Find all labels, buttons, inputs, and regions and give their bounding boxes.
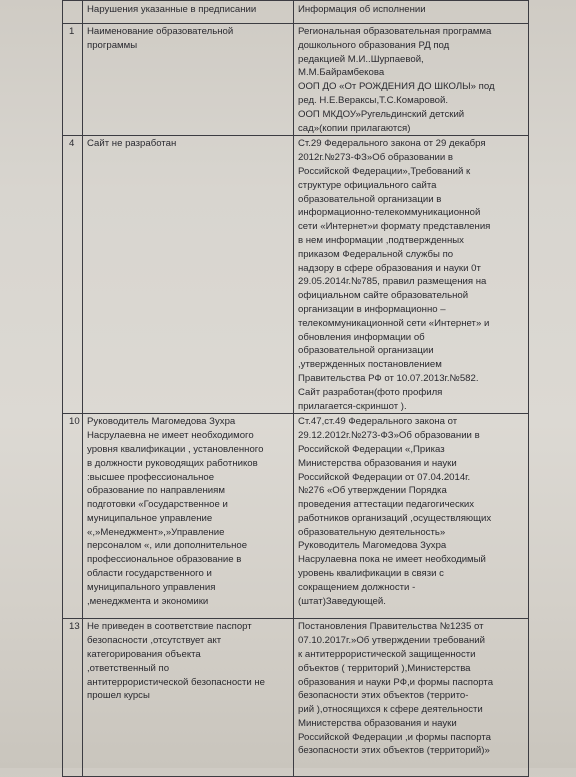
info-cell: [294, 619, 529, 777]
text-line: ред. Н.Е.Вераксы,Т.С.Комаровой.: [298, 94, 449, 106]
text-line: редакцией М.И..Шурпаевой,: [298, 53, 424, 65]
table-row: [63, 619, 529, 777]
text-line: 07.10.2017г.»Об утверждении требований: [298, 635, 485, 647]
text-line: Руководитель Магомедова Зухра: [298, 540, 447, 552]
text-line: образовательной организации в: [298, 193, 442, 205]
text-line: Сайт не разработан: [87, 138, 177, 150]
table-row: [63, 136, 529, 414]
text-line: Насрулаевна не имеет необходимого: [87, 430, 254, 442]
text-line: безопасности этих объектов (территорий)»: [298, 745, 490, 757]
violation-cell: [83, 619, 294, 777]
text-line: «,»Менеджмент»,»Управление: [87, 526, 225, 538]
text-line: Сайт разработан(фото профиля: [298, 386, 443, 398]
header-info-cell: Информация об исполнении: [294, 1, 529, 24]
text-line: Насрулаевна пока не имеет необходимый: [298, 554, 486, 566]
text-line: муниципального управления: [87, 581, 216, 593]
text-line: безопасности этих объектов (террито-: [298, 690, 469, 702]
text-line: подготовки «Государственное и: [87, 499, 228, 511]
document-page: [62, 0, 528, 768]
violation-cell: [83, 136, 294, 414]
text-line: ООП ДО «От РОЖДЕНИЯ ДО ШКОЛЫ» под: [298, 81, 495, 93]
text-line: персоналом «, или дополнительное: [87, 540, 248, 552]
text-line: уровень квалификации в связи с: [298, 568, 444, 580]
text-line: уровня квалификации , установленного: [87, 443, 264, 455]
text-line: работников организаций ,осуществляющих: [298, 512, 492, 524]
text-line: сад»(копии прилагаются): [298, 122, 411, 134]
violation-cell: [83, 24, 294, 136]
text-line: 29.05.2014г.№785, правил размещения на: [298, 276, 487, 288]
text-line: Российской Федерации «,Приказ: [298, 443, 445, 455]
text-line: рий ),относящихся к сфере деятельности: [298, 704, 483, 716]
text-line: категорирования объекта: [87, 648, 201, 660]
text-line: надзору в сфере образования и науки 0т: [298, 262, 481, 274]
violation-cell: [83, 414, 294, 619]
text-line: образовательной организации: [298, 345, 434, 357]
text-line: Наименование образовательной: [87, 26, 234, 37]
text-line: (штат)Заведующей.: [298, 595, 386, 607]
text-line: Правительства РФ от 10.07.2013г.№582.: [298, 372, 479, 384]
text-line: прилагается-скриншот ).: [298, 400, 407, 412]
text-line: приказом Федеральной службы по: [298, 248, 454, 260]
text-line: телекоммуникационной сети «Интернет» и: [298, 317, 490, 329]
text-line: Ст.47,ст.49 Федерального закона от: [298, 416, 458, 428]
row-number-cell: 13: [63, 619, 83, 777]
text-line: Ст.29 Федерального закона от 29 декабря: [298, 138, 486, 150]
text-line: сокращением должности -: [298, 581, 416, 593]
text-line: ,утвержденных постановлением: [298, 359, 442, 371]
text-line: Постановления Правительства №1235 от: [298, 621, 484, 633]
text-line: №276 «Об утверждении Порядка: [298, 485, 447, 497]
text-line: Российской Федерации ,и формы паспорта: [298, 731, 492, 743]
text-line: 29.12.2012г.№273-ФЗ»Об образовании в: [298, 430, 480, 442]
info-cell: [294, 414, 529, 619]
text-line: организации в информационно –: [298, 303, 446, 315]
text-line: Российской Федерации»,Требований к: [298, 165, 471, 177]
report-table: [62, 0, 529, 777]
text-line: прошел курсы: [87, 690, 150, 702]
text-line: обновления информации об: [298, 331, 425, 343]
text-line: дошкольного образования РД под: [298, 39, 450, 51]
text-line: объектов ( территорий ),Министерства: [298, 662, 471, 674]
text-line: муниципальное управление: [87, 512, 213, 524]
text-line: Министерства образования и науки: [298, 457, 457, 469]
text-line: в нем информации ,подтвержденных: [298, 234, 464, 246]
text-line: ,менеджмента и экономики: [87, 595, 209, 607]
text-line: образовательную деятельность»: [298, 526, 446, 538]
text-line: официальном сайте образовательной: [298, 290, 469, 302]
text-line: структуре официального сайта: [298, 179, 437, 191]
row-number-cell: 4: [63, 136, 83, 414]
text-line: профессиональное образование в: [87, 554, 242, 566]
text-line: Не приведен в соответствие паспорт: [87, 621, 252, 633]
text-line: безопасности ,отсутствует акт: [87, 635, 222, 647]
table-header-row: [63, 1, 529, 24]
info-cell: [294, 24, 529, 136]
text-line: М.М.Байрамбекова: [298, 67, 385, 79]
text-line: сети «Интернет»и формату представления: [298, 221, 491, 233]
text-line: антитеррористической безопасности не: [87, 676, 266, 688]
text-line: информационно-телекоммуникационной: [298, 207, 481, 219]
text-line: :высшее профессиональное: [87, 471, 215, 483]
text-line: в должности руководящих работников: [87, 457, 258, 469]
text-line: Региональная образовательная программа: [298, 26, 492, 37]
text-line: программы: [87, 39, 138, 51]
text-line: Российской Федерации от 07.04.2014г.: [298, 471, 471, 483]
text-line: Министерства образования и науки: [298, 717, 457, 729]
table-row: [63, 414, 529, 619]
text-line: к антитеррористической защищенности: [298, 648, 476, 660]
info-cell: [294, 136, 529, 414]
text-line: ООП МКДОУ»Ругельдинский детский: [298, 108, 465, 120]
text-line: образование по направлениям: [87, 485, 225, 497]
text-line: области государственного и: [87, 568, 212, 580]
text-line: проведения аттестации педагогических: [298, 499, 475, 511]
text-line: Руководитель Магомедова Зухра: [87, 416, 236, 428]
table-row: [63, 24, 529, 136]
row-number-cell: 1: [63, 24, 83, 136]
header-number-cell: [63, 1, 83, 24]
text-line: ,ответственный по: [87, 662, 170, 674]
text-line: образования и науки РФ,и формы паспорта: [298, 676, 494, 688]
header-violation-cell: Нарушения указанные в предписании: [83, 1, 294, 24]
text-line: 2012г.№273-ФЗ»Об образовании в: [298, 152, 453, 164]
row-number-cell: 10: [63, 414, 83, 619]
